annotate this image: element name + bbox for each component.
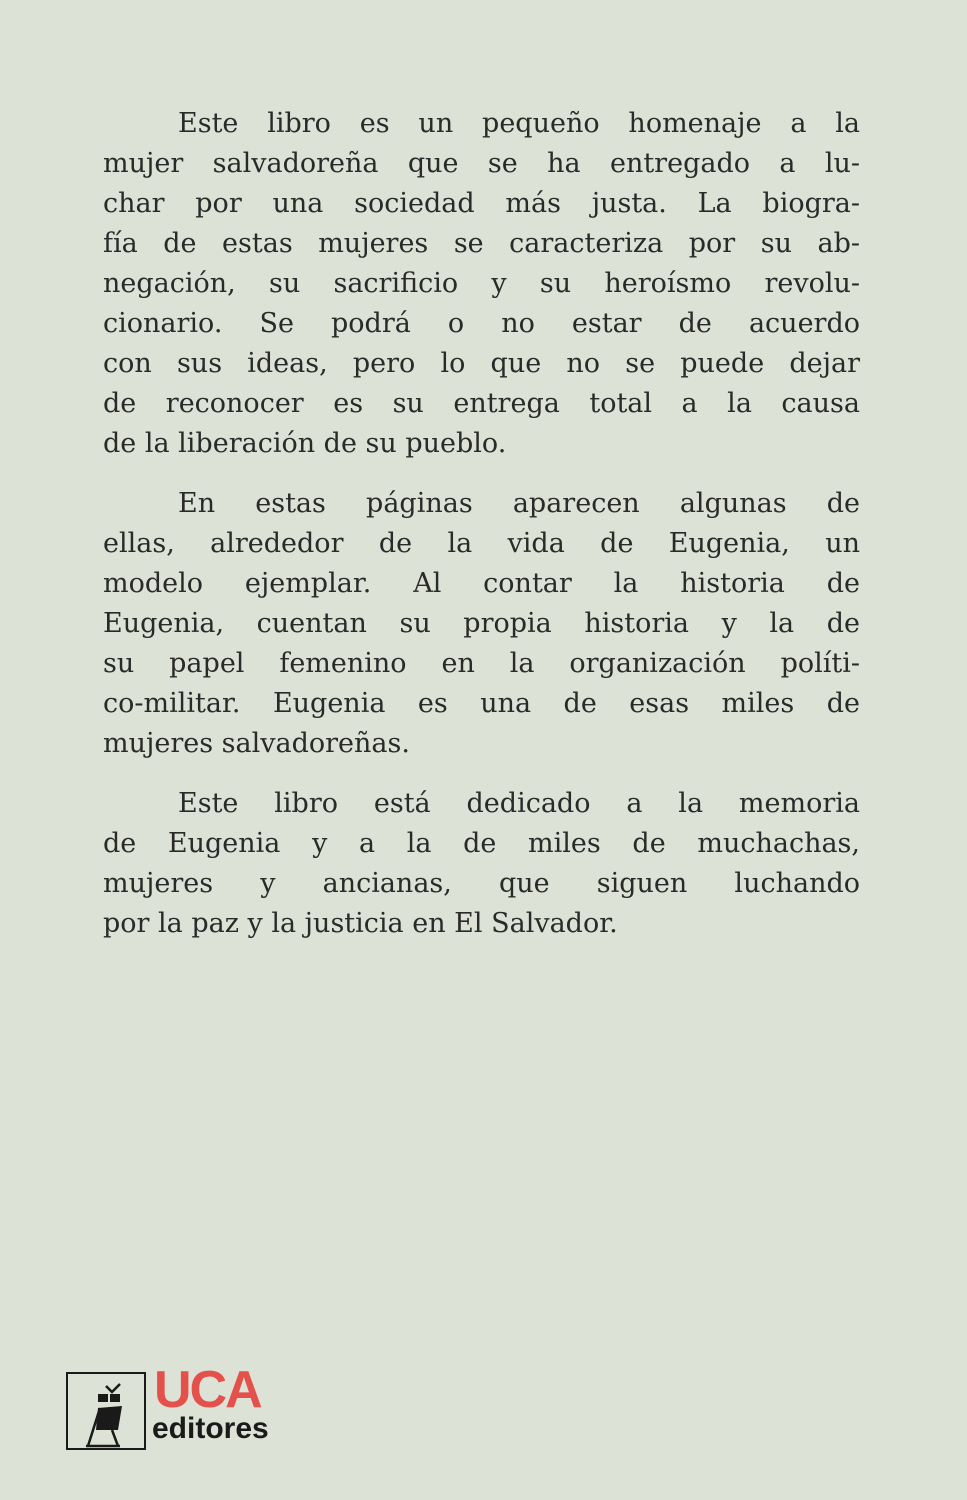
text-line: de Eugenia y a la de miles de muchachas, <box>103 828 860 859</box>
text-line: co-militar. Eugenia es una de esas miles de <box>103 688 860 719</box>
publisher-subtitle: editores <box>152 1412 269 1445</box>
publisher-name: UCA <box>154 1361 261 1419</box>
paragraph-1 <box>103 104 860 464</box>
text-line: En estas páginas aparecen algunas de <box>178 488 860 519</box>
text-line: ellas, alrededor de la vida de Eugenia, un <box>103 528 860 559</box>
text-line: cionario. Se podrá o no estar de acuerdo <box>103 308 860 339</box>
text-line: mujer salvadoreña que se ha entregado a lu- <box>103 148 860 179</box>
text-line: su papel femenino en la organización políti- <box>103 648 860 679</box>
text-line: negación, su sacrificio y su heroísmo revolu- <box>103 268 860 299</box>
text-line: por la paz y la justicia en El Salvador. <box>103 908 618 939</box>
paragraph-2 <box>103 484 860 764</box>
text-line: mujeres y ancianas, que siguen luchando <box>103 868 860 899</box>
text-line: con sus ideas, pero lo que no se puede dejar <box>103 348 860 379</box>
publisher-logo <box>66 1361 316 1458</box>
text-line: char por una sociedad más justa. La biogra- <box>103 188 860 219</box>
text-line: fía de estas mujeres se caracteriza por su ab- <box>103 228 860 259</box>
text-line: Eugenia, cuentan su propia historia y la de <box>103 608 860 639</box>
text-line: Este libro es un pequeño homenaje a la <box>178 108 860 139</box>
text-line: de reconocer es su entrega total a la causa <box>103 388 860 419</box>
text-line: de la liberación de su pueblo. <box>103 428 507 459</box>
paragraph-3 <box>103 784 860 944</box>
text-line: mujeres salvadoreñas. <box>103 728 410 759</box>
text-line: modelo ejemplar. Al contar la historia de <box>103 568 860 599</box>
owl-icon <box>66 1372 146 1450</box>
text-line: Este libro está dedicado a la memoria <box>178 788 860 819</box>
